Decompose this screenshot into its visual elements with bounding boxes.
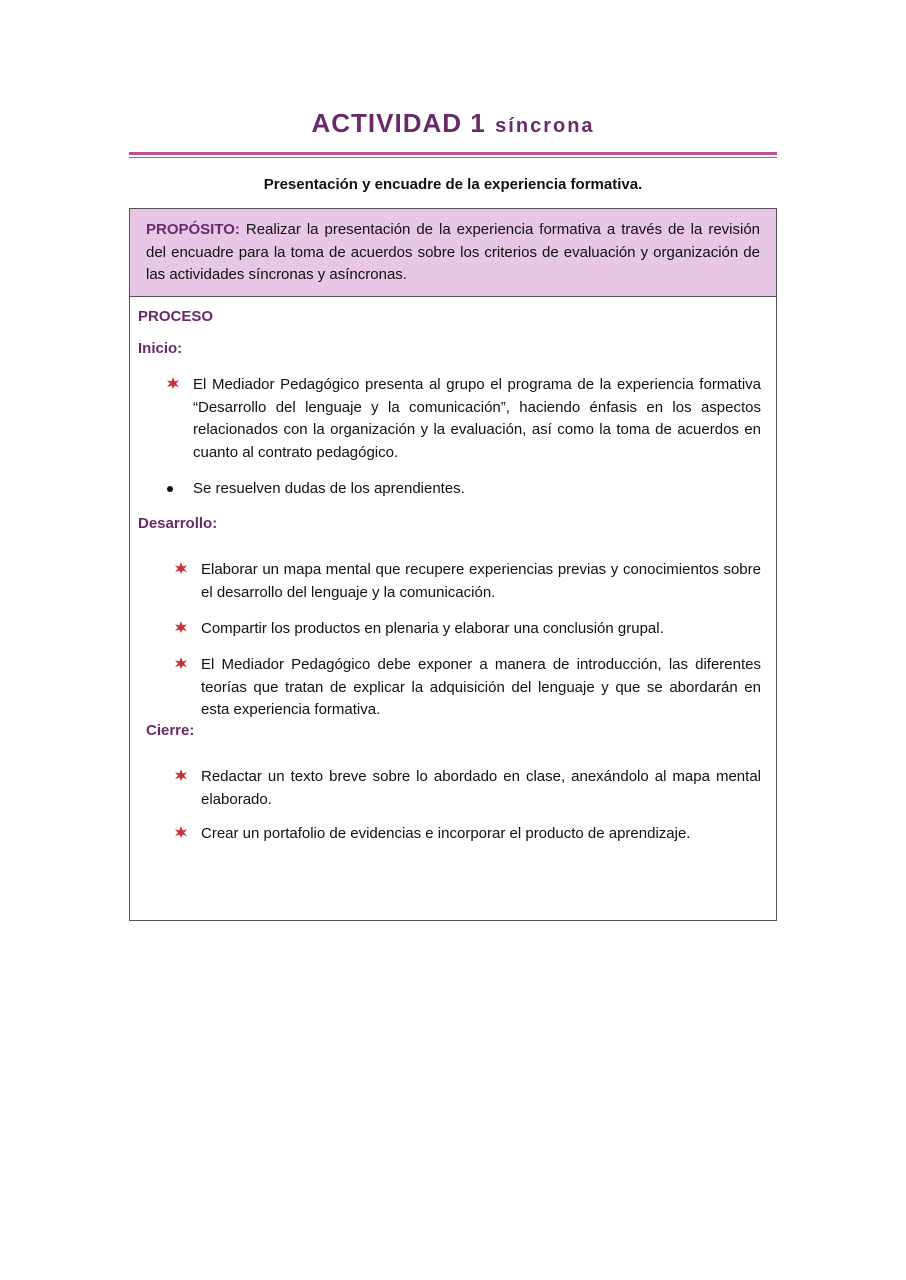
list-item: Se resuelven dudas de los aprendientes. (193, 480, 465, 497)
list-item: Redactar un texto breve sobre lo abordado en clase, anexándolo al mapa mental elaborado. (201, 768, 761, 808)
activity-title-sub: síncrona (495, 115, 595, 137)
flower-bullet-icon (174, 620, 188, 634)
list-item: El Mediador Pedagógico debe exponer a manera de introducción, las diferentes teorías que tratan de explicar la adquisición del lenguaje y que se abordarán en esta experiencia formativa. (201, 656, 761, 718)
process-heading: PROCESO (138, 308, 214, 325)
activity-box (129, 208, 777, 921)
list-item: Elaborar un mapa mental que recupere experiencias previas y conocimientos sobre el desarrollo del lenguaje y la comunicación. (201, 561, 761, 601)
flower-bullet-icon (174, 768, 188, 782)
purpose-section (130, 209, 776, 297)
desarrollo-heading: Desarrollo: (138, 515, 218, 532)
list-item: Compartir los productos en plenaria y elaborar una conclusión grupal. (201, 620, 664, 637)
flower-bullet-icon (174, 561, 188, 575)
flower-bullet-icon (174, 825, 188, 839)
inicio-heading: Inicio: (138, 340, 183, 357)
list-item: El Mediador Pedagógico presenta al grupo el programa de la experiencia formativa “Desarrollo del lenguaje y la comunicación”, haciendo énfasis en los aspectos relacionados con la organización y la evaluación, así como la toma de acuerdos en cuanto al contrato pedagógico. (193, 376, 761, 461)
flower-bullet-icon (166, 376, 180, 390)
title-underline (129, 152, 777, 155)
flower-bullet-icon (174, 656, 188, 670)
activity-subtitle: Presentación y encuadre de la experiencia formativa. (263, 176, 643, 193)
activity-title (0, 108, 906, 139)
list-item: Crear un portafolio de evidencias e incorporar el producto de aprendizaje. (201, 825, 691, 842)
activity-title-main: ACTIVIDAD 1 (311, 108, 486, 138)
cierre-heading: Cierre: (146, 722, 195, 739)
dot-bullet-icon (167, 486, 173, 492)
purpose-label: PROPÓSITO: (146, 221, 240, 238)
title-underline-thin (129, 157, 777, 158)
purpose-text: Realizar la presentación de la experiencia formativa a través de la revisión del encuadre para la toma de acuerdos sobre los criterios de evaluación y organización de las actividades síncronas y asíncronas. (146, 221, 761, 283)
